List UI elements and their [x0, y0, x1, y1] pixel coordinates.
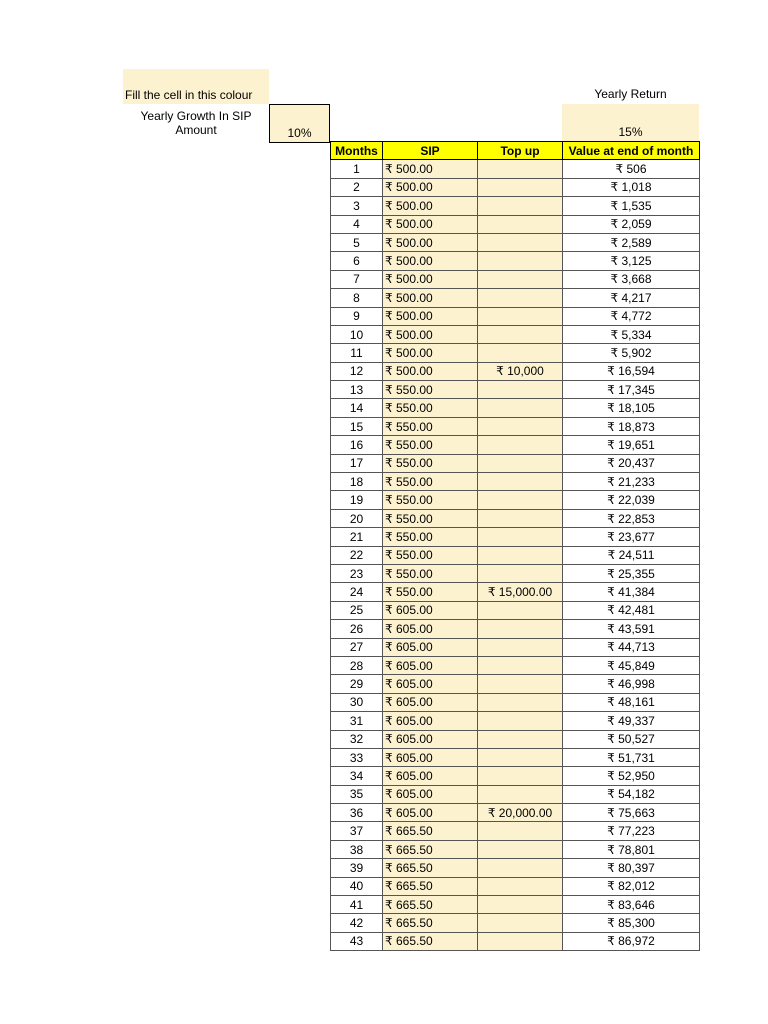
- value-cell: ₹ 83,646: [563, 896, 700, 914]
- top-up-cell[interactable]: [478, 381, 563, 399]
- top-up-cell[interactable]: [478, 730, 563, 748]
- table-row: [331, 730, 700, 748]
- value-cell: ₹ 43,591: [563, 620, 700, 638]
- top-up-cell[interactable]: [478, 840, 563, 858]
- value-cell: ₹ 77,223: [563, 822, 700, 840]
- value-cell: ₹ 51,731: [563, 748, 700, 766]
- month-cell: 19: [331, 491, 383, 509]
- yearly-return-label: Yearly Return: [594, 87, 667, 101]
- header-sip: SIP: [383, 142, 478, 160]
- value-cell: ₹ 21,233: [563, 473, 700, 491]
- table-row: [331, 877, 700, 895]
- top-up-cell[interactable]: [478, 491, 563, 509]
- value-cell: ₹ 86,972: [563, 932, 700, 950]
- value-cell: ₹ 45,849: [563, 656, 700, 674]
- month-cell: 15: [331, 417, 383, 435]
- table-row: [331, 675, 700, 693]
- top-up-cell[interactable]: ₹ 10,000: [478, 362, 563, 380]
- input-colour-legend: [123, 69, 269, 104]
- month-cell: 3: [331, 197, 383, 215]
- month-cell: 23: [331, 564, 383, 582]
- top-up-cell[interactable]: [478, 748, 563, 766]
- month-cell: 36: [331, 804, 383, 822]
- top-up-cell[interactable]: [478, 656, 563, 674]
- sip-cell[interactable]: ₹ 500.00: [383, 197, 478, 215]
- table-row: [331, 381, 700, 399]
- top-up-cell[interactable]: [478, 289, 563, 307]
- value-cell: ₹ 18,105: [563, 399, 700, 417]
- top-up-cell[interactable]: [478, 785, 563, 803]
- value-cell: ₹ 46,998: [563, 675, 700, 693]
- value-cell: ₹ 4,772: [563, 307, 700, 325]
- month-cell: 8: [331, 289, 383, 307]
- sip-cell[interactable]: ₹ 550.00: [383, 583, 478, 601]
- value-cell: ₹ 2,589: [563, 233, 700, 251]
- sip-cell[interactable]: ₹ 500.00: [383, 270, 478, 288]
- top-up-cell[interactable]: [478, 620, 563, 638]
- month-cell: 13: [331, 381, 383, 399]
- sip-cell[interactable]: ₹ 665.50: [383, 822, 478, 840]
- month-cell: 11: [331, 344, 383, 362]
- value-cell: ₹ 2,059: [563, 215, 700, 233]
- table-row: [331, 417, 700, 435]
- month-cell: 33: [331, 748, 383, 766]
- top-up-cell[interactable]: [478, 215, 563, 233]
- sip-cell[interactable]: ₹ 605.00: [383, 748, 478, 766]
- top-up-cell[interactable]: [478, 344, 563, 362]
- top-up-cell[interactable]: [478, 473, 563, 491]
- sip-cell[interactable]: ₹ 665.50: [383, 840, 478, 858]
- top-up-cell[interactable]: [478, 270, 563, 288]
- value-cell: ₹ 85,300: [563, 914, 700, 932]
- top-up-cell[interactable]: [478, 307, 563, 325]
- sip-cell[interactable]: ₹ 665.50: [383, 877, 478, 895]
- table-row: [331, 748, 700, 766]
- top-up-cell[interactable]: [478, 546, 563, 564]
- table-row: [331, 509, 700, 527]
- month-cell: 31: [331, 712, 383, 730]
- sip-cell[interactable]: ₹ 605.00: [383, 785, 478, 803]
- value-cell: ₹ 22,853: [563, 509, 700, 527]
- table-row: [331, 160, 700, 178]
- month-cell: 9: [331, 307, 383, 325]
- top-up-cell[interactable]: [478, 417, 563, 435]
- month-cell: 26: [331, 620, 383, 638]
- top-up-cell[interactable]: [478, 896, 563, 914]
- top-up-cell[interactable]: [478, 712, 563, 730]
- month-cell: 12: [331, 362, 383, 380]
- sip-cell[interactable]: ₹ 605.00: [383, 767, 478, 785]
- month-cell: 28: [331, 656, 383, 674]
- top-up-cell[interactable]: [478, 877, 563, 895]
- table-row: [331, 804, 700, 822]
- table-row: [331, 601, 700, 619]
- month-cell: 17: [331, 454, 383, 472]
- top-up-cell[interactable]: ₹ 20,000.00: [478, 804, 563, 822]
- sip-cell[interactable]: ₹ 550.00: [383, 417, 478, 435]
- month-cell: 34: [331, 767, 383, 785]
- month-cell: 39: [331, 859, 383, 877]
- value-cell: ₹ 1,018: [563, 178, 700, 196]
- table-row: [331, 325, 700, 343]
- sip-cell[interactable]: ₹ 500.00: [383, 215, 478, 233]
- table-row: [331, 270, 700, 288]
- sip-cell[interactable]: ₹ 500.00: [383, 289, 478, 307]
- table-row: [331, 712, 700, 730]
- value-cell: ₹ 3,125: [563, 252, 700, 270]
- legend-text: Fill the cell in this colour: [125, 88, 253, 102]
- table-row: [331, 215, 700, 233]
- month-cell: 20: [331, 509, 383, 527]
- table-row: [331, 399, 700, 417]
- month-cell: 7: [331, 270, 383, 288]
- table-row: [331, 546, 700, 564]
- header-months: Months: [331, 142, 383, 160]
- table-row: [331, 252, 700, 270]
- value-cell: ₹ 20,437: [563, 454, 700, 472]
- top-up-cell[interactable]: [478, 178, 563, 196]
- sip-cell[interactable]: ₹ 500.00: [383, 344, 478, 362]
- value-cell: ₹ 506: [563, 160, 700, 178]
- top-up-cell[interactable]: [478, 509, 563, 527]
- yearly-growth-label: Yearly Growth In SIP Amount: [140, 109, 252, 137]
- table-row: [331, 785, 700, 803]
- value-cell: ₹ 22,039: [563, 491, 700, 509]
- table-row: [331, 528, 700, 546]
- top-up-cell[interactable]: [478, 564, 563, 582]
- month-cell: 32: [331, 730, 383, 748]
- value-cell: ₹ 52,950: [563, 767, 700, 785]
- table-body: [331, 160, 700, 951]
- value-cell: ₹ 78,801: [563, 840, 700, 858]
- month-cell: 40: [331, 877, 383, 895]
- sip-cell[interactable]: ₹ 665.50: [383, 932, 478, 950]
- top-up-cell[interactable]: ₹ 15,000.00: [478, 583, 563, 601]
- sip-cell[interactable]: ₹ 500.00: [383, 362, 478, 380]
- table-row: [331, 454, 700, 472]
- table-row: [331, 307, 700, 325]
- table-row: [331, 344, 700, 362]
- sip-cell[interactable]: ₹ 665.50: [383, 859, 478, 877]
- value-cell: ₹ 16,594: [563, 362, 700, 380]
- table-row: [331, 896, 700, 914]
- value-cell: ₹ 80,397: [563, 859, 700, 877]
- top-up-cell[interactable]: [478, 436, 563, 454]
- sip-cell[interactable]: ₹ 550.00: [383, 491, 478, 509]
- month-cell: 4: [331, 215, 383, 233]
- value-cell: ₹ 1,535: [563, 197, 700, 215]
- header-value-end-of-month: Value at end of month: [563, 142, 700, 160]
- table-row: [331, 767, 700, 785]
- top-up-cell[interactable]: [478, 197, 563, 215]
- top-up-cell[interactable]: [478, 399, 563, 417]
- value-cell: ₹ 5,334: [563, 325, 700, 343]
- month-cell: 14: [331, 399, 383, 417]
- table-row: [331, 840, 700, 858]
- month-cell: 22: [331, 546, 383, 564]
- top-up-cell[interactable]: [478, 822, 563, 840]
- sip-cell[interactable]: ₹ 500.00: [383, 233, 478, 251]
- sip-cell[interactable]: ₹ 605.00: [383, 712, 478, 730]
- month-cell: 30: [331, 693, 383, 711]
- month-cell: 25: [331, 601, 383, 619]
- table-row: [331, 638, 700, 656]
- sip-cell[interactable]: ₹ 665.50: [383, 896, 478, 914]
- value-cell: ₹ 5,902: [563, 344, 700, 362]
- sip-cell[interactable]: ₹ 605.00: [383, 804, 478, 822]
- value-cell: ₹ 19,651: [563, 436, 700, 454]
- table-row: [331, 932, 700, 950]
- table-row: [331, 436, 700, 454]
- sip-cell[interactable]: ₹ 500.00: [383, 160, 478, 178]
- value-cell: ₹ 3,668: [563, 270, 700, 288]
- value-cell: ₹ 41,384: [563, 583, 700, 601]
- top-up-cell[interactable]: [478, 252, 563, 270]
- month-cell: 21: [331, 528, 383, 546]
- top-up-cell[interactable]: [478, 528, 563, 546]
- sip-cell[interactable]: ₹ 605.00: [383, 620, 478, 638]
- sip-cell[interactable]: ₹ 500.00: [383, 325, 478, 343]
- month-cell: 27: [331, 638, 383, 656]
- sip-cell[interactable]: ₹ 550.00: [383, 473, 478, 491]
- top-up-cell[interactable]: [478, 932, 563, 950]
- month-cell: 5: [331, 233, 383, 251]
- top-up-cell[interactable]: [478, 325, 563, 343]
- value-cell: ₹ 17,345: [563, 381, 700, 399]
- top-up-cell[interactable]: [478, 601, 563, 619]
- sip-cell[interactable]: ₹ 605.00: [383, 601, 478, 619]
- month-cell: 37: [331, 822, 383, 840]
- value-cell: ₹ 23,677: [563, 528, 700, 546]
- table-row: [331, 620, 700, 638]
- table-row: [331, 473, 700, 491]
- table-row: [331, 914, 700, 932]
- top-up-cell[interactable]: [478, 767, 563, 785]
- top-up-cell[interactable]: [478, 693, 563, 711]
- value-cell: ₹ 75,663: [563, 804, 700, 822]
- month-cell: 6: [331, 252, 383, 270]
- sip-cell[interactable]: ₹ 550.00: [383, 381, 478, 399]
- top-up-cell[interactable]: [478, 675, 563, 693]
- sip-cell[interactable]: ₹ 605.00: [383, 656, 478, 674]
- table-row: [331, 289, 700, 307]
- table-row: [331, 491, 700, 509]
- sip-cell[interactable]: ₹ 605.00: [383, 693, 478, 711]
- month-cell: 35: [331, 785, 383, 803]
- month-cell: 16: [331, 436, 383, 454]
- table-row: [331, 362, 700, 380]
- table-header-row: [331, 142, 700, 160]
- table-row: [331, 859, 700, 877]
- top-up-cell[interactable]: [478, 638, 563, 656]
- month-cell: 42: [331, 914, 383, 932]
- value-cell: ₹ 82,012: [563, 877, 700, 895]
- sip-cell[interactable]: ₹ 500.00: [383, 307, 478, 325]
- value-cell: ₹ 44,713: [563, 638, 700, 656]
- sip-cell[interactable]: ₹ 550.00: [383, 399, 478, 417]
- value-cell: ₹ 50,527: [563, 730, 700, 748]
- sip-cell[interactable]: ₹ 605.00: [383, 638, 478, 656]
- top-up-cell[interactable]: [478, 454, 563, 472]
- sip-cell[interactable]: ₹ 550.00: [383, 546, 478, 564]
- sip-cell[interactable]: ₹ 550.00: [383, 454, 478, 472]
- top-up-cell[interactable]: [478, 914, 563, 932]
- table-row: [331, 583, 700, 601]
- top-up-cell[interactable]: [478, 160, 563, 178]
- month-cell: 29: [331, 675, 383, 693]
- sip-cell[interactable]: ₹ 550.00: [383, 528, 478, 546]
- month-cell: 41: [331, 896, 383, 914]
- sip-cell[interactable]: ₹ 550.00: [383, 564, 478, 582]
- sip-cell[interactable]: ₹ 500.00: [383, 178, 478, 196]
- sip-cell[interactable]: ₹ 605.00: [383, 730, 478, 748]
- sip-cell[interactable]: ₹ 550.00: [383, 436, 478, 454]
- sip-cell[interactable]: ₹ 500.00: [383, 252, 478, 270]
- value-cell: ₹ 4,217: [563, 289, 700, 307]
- sip-cell[interactable]: ₹ 665.50: [383, 914, 478, 932]
- sip-table: [330, 141, 700, 951]
- value-cell: ₹ 49,337: [563, 712, 700, 730]
- value-cell: ₹ 54,182: [563, 785, 700, 803]
- value-cell: ₹ 18,873: [563, 417, 700, 435]
- value-cell: ₹ 24,511: [563, 546, 700, 564]
- header-top-up: Top up: [478, 142, 563, 160]
- month-cell: 1: [331, 160, 383, 178]
- month-cell: 43: [331, 932, 383, 950]
- table-row: [331, 656, 700, 674]
- sip-cell[interactable]: ₹ 605.00: [383, 675, 478, 693]
- yearly-return-input[interactable]: 15%: [562, 104, 699, 141]
- month-cell: 2: [331, 178, 383, 196]
- sip-cell[interactable]: ₹ 550.00: [383, 509, 478, 527]
- table-row: [331, 693, 700, 711]
- month-cell: 10: [331, 325, 383, 343]
- table-row: [331, 197, 700, 215]
- table-row: [331, 564, 700, 582]
- month-cell: 24: [331, 583, 383, 601]
- table-row: [331, 822, 700, 840]
- month-cell: 18: [331, 473, 383, 491]
- month-cell: 38: [331, 840, 383, 858]
- table-row: [331, 233, 700, 251]
- top-up-cell[interactable]: [478, 233, 563, 251]
- table-row: [331, 178, 700, 196]
- top-up-cell[interactable]: [478, 859, 563, 877]
- value-cell: ₹ 25,355: [563, 564, 700, 582]
- value-cell: ₹ 42,481: [563, 601, 700, 619]
- value-cell: ₹ 48,161: [563, 693, 700, 711]
- yearly-growth-input[interactable]: 10%: [269, 104, 330, 143]
